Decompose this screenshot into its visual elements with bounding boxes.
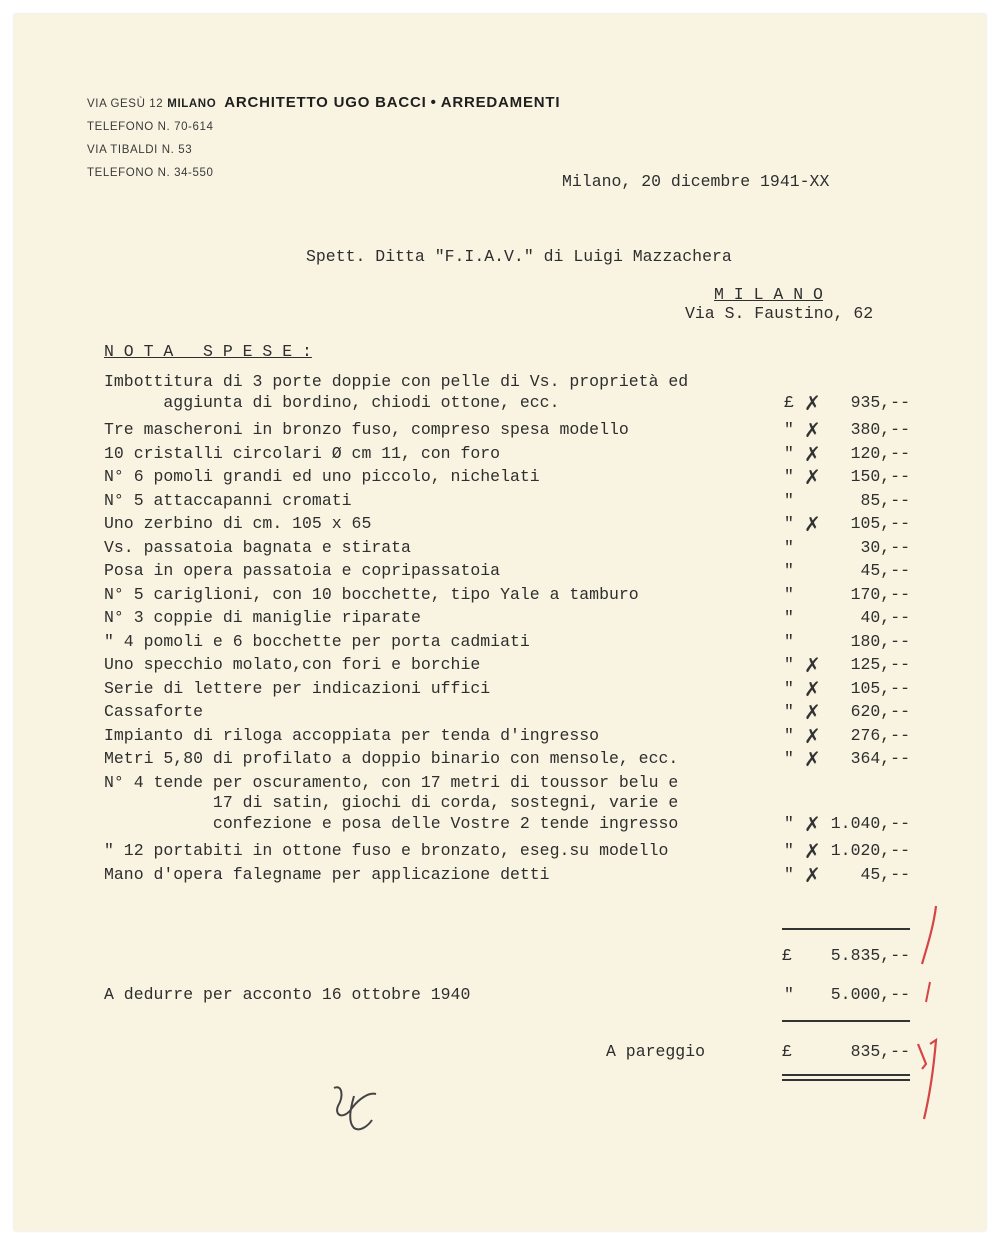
expense-description: Serie di lettere per indicazioni uffici xyxy=(104,678,491,698)
expense-currency: " xyxy=(784,725,794,745)
expense-currency: " xyxy=(784,467,794,486)
expense-description: aggiunta di bordino, chiodi ottone, ecc. xyxy=(104,392,560,412)
deduction-currency: " xyxy=(784,985,794,1004)
expense-amount: 45,-- xyxy=(860,561,910,580)
expense-amount: 125,-- xyxy=(850,655,910,674)
expense-description: Tre mascheroni in bronzo fuso, compreso spesa modello xyxy=(104,420,629,439)
expense-description: N° 4 tende per oscuramento, con 17 metri di toussor belu e xyxy=(104,772,679,792)
expense-amount: 120,-- xyxy=(850,443,910,463)
letter-date: Milano, 20 dicembre 1941-XX xyxy=(562,172,830,191)
expense-currency: " xyxy=(784,420,794,439)
recipient-line: Spett. Ditta "F.I.A.V." di Luigi Mazzachera xyxy=(306,247,732,266)
letterhead-city: MILANO xyxy=(167,98,217,110)
check-mark: ✗ xyxy=(804,465,821,489)
expense-currency: " xyxy=(784,443,794,463)
document-page xyxy=(14,14,986,1231)
expense-currency: " xyxy=(784,749,794,768)
expense-amount: 620,-- xyxy=(850,702,910,721)
expense-amount: 150,-- xyxy=(850,467,910,486)
expense-description: N° 5 attaccapanni cromati xyxy=(104,490,352,510)
firm-type: ARREDAMENTI xyxy=(440,94,561,111)
check-mark: ✗ xyxy=(804,862,821,887)
expense-currency: " xyxy=(784,841,794,860)
recipient-city: M I L A N O xyxy=(714,285,823,304)
letterhead-bullet: • xyxy=(430,94,437,111)
check-mark: ✗ xyxy=(804,390,821,415)
expense-description: confezione e posa delle Vostre 2 tende ingresso xyxy=(104,813,679,833)
expense-currency: " xyxy=(784,678,794,698)
expense-amount: 30,-- xyxy=(860,537,910,557)
expense-amount: 170,-- xyxy=(850,584,910,604)
expense-currency: " xyxy=(784,864,794,884)
expense-amount: 276,-- xyxy=(850,725,910,745)
expense-description: Uno specchio molato,con fori e borchie xyxy=(104,655,481,674)
letterhead-phone2: TELEFONO N. 34-550 xyxy=(87,167,214,179)
letterhead-phone1: TELEFONO N. 70-614 xyxy=(87,121,214,133)
expense-amount: 935,-- xyxy=(850,392,910,412)
expense-currency: " xyxy=(784,561,794,580)
letterhead-address: VIA GESÙ 12 xyxy=(87,98,164,110)
recipient-street: Via S. Faustino, 62 xyxy=(685,304,874,323)
expense-amount: 1.040,-- xyxy=(830,813,910,833)
check-mark: ✗ xyxy=(804,700,821,724)
expense-description: " 4 pomoli e 6 bocchette per porta cadmiati xyxy=(104,631,530,651)
check-mark: ✗ xyxy=(804,418,821,442)
expense-currency: " xyxy=(784,490,794,510)
check-mark: ✗ xyxy=(804,723,821,748)
check-mark: ✗ xyxy=(804,512,821,536)
expense-currency: " xyxy=(784,655,794,674)
expense-currency: " xyxy=(784,514,794,533)
expense-currency: " xyxy=(784,537,794,557)
expense-currency: " xyxy=(784,702,794,721)
deduction-label: A dedurre per acconto 16 ottobre 1940 xyxy=(104,985,471,1004)
check-mark: ✗ xyxy=(804,653,821,677)
total-amount: 5.835,-- xyxy=(830,946,910,965)
letterhead-address2: VIA TIBALDI N. 53 xyxy=(87,144,193,156)
expense-description: 17 di satin, giochi di corda, sostegni, varie e xyxy=(104,793,679,812)
expense-description: N° 3 coppie di maniglie riparate xyxy=(104,608,421,627)
expense-amount: 380,-- xyxy=(850,420,910,439)
expense-amount: 85,-- xyxy=(860,490,910,510)
check-mark: ✗ xyxy=(804,811,821,836)
balance-rule xyxy=(782,1020,910,1022)
expense-description: Impianto di riloga accoppiata per tenda d'ingresso xyxy=(104,725,600,745)
expense-amount: 180,-- xyxy=(850,631,910,651)
handwritten-initials xyxy=(324,1076,384,1136)
expense-amount: 45,-- xyxy=(860,864,910,884)
expense-amount: 105,-- xyxy=(850,678,910,698)
deduction-amount: 5.000,-- xyxy=(830,985,910,1004)
balance-label: A pareggio xyxy=(606,1042,706,1061)
total-rule xyxy=(782,928,910,930)
expense-currency: " xyxy=(784,608,794,627)
total-currency: £ xyxy=(782,946,792,965)
double-rule-top xyxy=(782,1074,910,1076)
expense-description: Mano d'opera falegname per applicazione detti xyxy=(104,864,550,884)
expense-currency: " xyxy=(784,813,794,833)
check-mark: ✗ xyxy=(804,441,821,466)
check-mark: ✗ xyxy=(804,747,821,771)
expense-description: N° 5 cariglioni, con 10 bocchette, tipo Yale a tamburo xyxy=(104,584,639,604)
expense-description: 10 cristalli circolari Ø cm 11, con foro xyxy=(104,443,501,463)
expense-description: Cassaforte xyxy=(104,702,204,721)
expense-currency: " xyxy=(784,584,794,604)
letterhead-line1 xyxy=(87,94,560,112)
red-check-mark xyxy=(926,982,930,1002)
red-pencil-marks xyxy=(904,894,954,1124)
red-check-mark xyxy=(922,906,936,964)
expense-amount: 1.020,-- xyxy=(830,841,910,860)
document-heading: N O T A S P E S E : xyxy=(104,342,312,361)
balance-currency: £ xyxy=(782,1042,792,1061)
check-mark: ✗ xyxy=(804,839,821,863)
expense-description: Vs. passatoia bagnata e stirata xyxy=(104,537,411,557)
expense-description: Metri 5,80 di profilato a doppio binario con mensole, ecc. xyxy=(104,749,679,768)
expense-description: Uno zerbino di cm. 105 x 65 xyxy=(104,514,372,533)
expense-currency: " xyxy=(784,631,794,651)
expense-amount: 364,-- xyxy=(850,749,910,768)
expense-amount: 40,-- xyxy=(860,608,910,627)
expense-description: " 12 portabiti in ottone fuso e bronzato, eseg.su modello xyxy=(104,841,669,860)
firm-name: ARCHITETTO UGO BACCI xyxy=(224,94,427,111)
expense-description: Posa in opera passatoia e copripassatoia xyxy=(104,561,501,580)
red-check-mark xyxy=(918,1040,936,1119)
double-rule-bottom xyxy=(782,1079,910,1081)
check-mark: ✗ xyxy=(804,676,821,701)
expense-amount: 105,-- xyxy=(850,514,910,533)
expense-currency: £ xyxy=(784,392,794,412)
balance-amount: 835,-- xyxy=(850,1042,910,1061)
expense-description: N° 6 pomoli grandi ed uno piccolo, nichelati xyxy=(104,467,540,486)
expense-description: Imbottitura di 3 porte doppie con pelle di Vs. proprietà ed xyxy=(104,372,689,391)
